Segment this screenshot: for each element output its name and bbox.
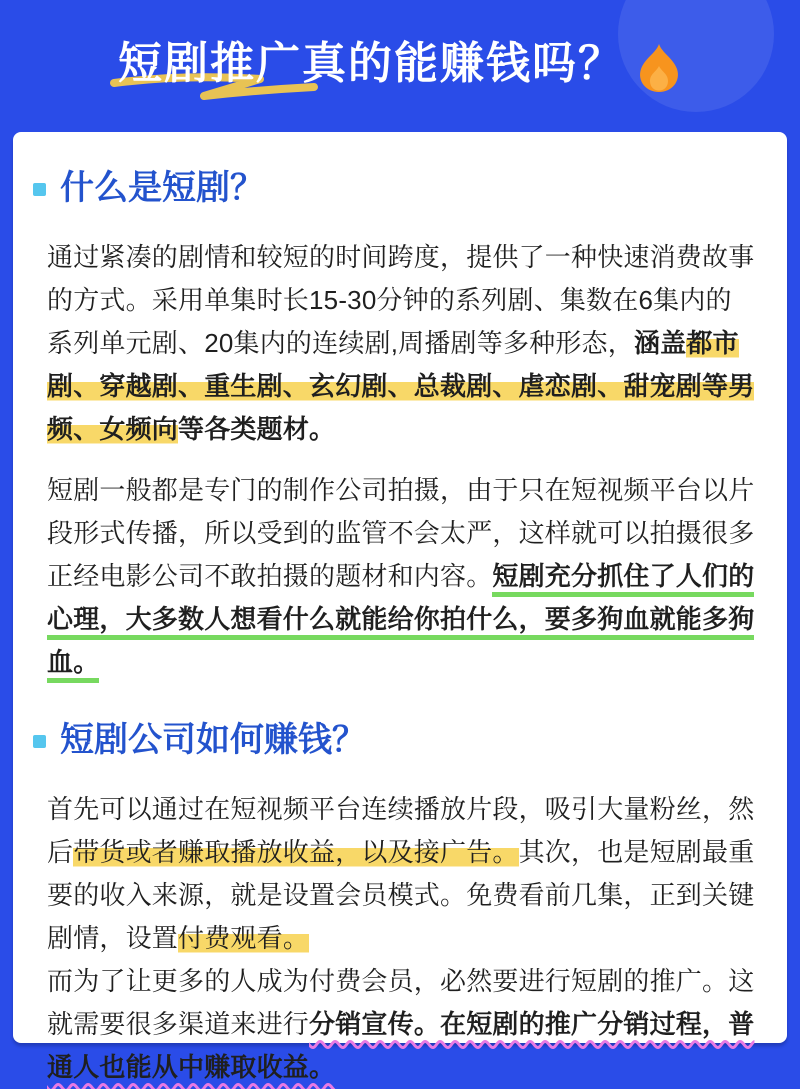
bullet-square-icon [33, 183, 46, 196]
bullet-square-icon [33, 735, 46, 748]
paragraph [47, 236, 755, 451]
flame-icon [636, 42, 682, 96]
section-heading-text: 短剧公司如何赚钱？ [60, 721, 366, 759]
content-card [13, 132, 787, 1082]
text-run: 短剧充分抓住了人们的心理，大多数人想看什么就能给你拍什么，要多狗血就能多狗血。 [47, 561, 754, 683]
text-run: 通过紧凑的剧情和较短的时间跨度，提供了一种快速消费故事的方式。采用单集时长15-30分钟的系列剧、集数在6集内的系列单元剧、20集内的连续剧,周播剧等多种形态， [47, 242, 755, 358]
paragraph [47, 788, 755, 1089]
text-run: 付费观看。 [178, 923, 310, 953]
section-heading [33, 718, 755, 762]
text-run: 分销宣传。在短剧的推广分销过程，普通人也能从中赚取收益。 [47, 1009, 755, 1082]
text-run: 而为了让更多的人成为付费会员，必然要进行短剧的推广。这就需要很多渠道来进行 [47, 966, 755, 1039]
text-run: 短剧一般都是专门的制作公司拍摄，由于只在短视频平台以片段形式传播，所以受到的监管不会太严，这样就可以拍摄很多正经电影公司不敢拍摄的题材和内容。 [47, 475, 755, 591]
text-run: 其次，也是短剧最重要的收入来源，就是设置会员模式。免费看前几集，正到关键剧情，设置 [47, 837, 755, 953]
text-run: 涵盖 [633, 328, 687, 358]
title-row [0, 38, 800, 96]
section-how-companies-earn [47, 718, 755, 1089]
page-title [118, 38, 624, 90]
section-what-is-short-drama [47, 166, 755, 684]
text-run: 首先可以通过在短视频平台连续播放片段，吸引大量粉丝，然后 [47, 794, 755, 867]
text-run: 等各类题材。 [178, 414, 336, 444]
paragraph [47, 469, 755, 684]
page-title-text: 短剧推广真的能赚钱吗？ [118, 39, 624, 88]
section-heading [33, 166, 755, 210]
section-heading-text: 什么是短剧？ [60, 169, 264, 207]
text-run: 都市剧、穿越剧、重生剧、玄幻剧、总裁剧、虐恋剧、甜宠剧等男频、女频向 [47, 328, 755, 444]
header [0, 0, 800, 132]
text-run: 带货或者赚取播放收益，以及接广告。 [73, 837, 519, 867]
